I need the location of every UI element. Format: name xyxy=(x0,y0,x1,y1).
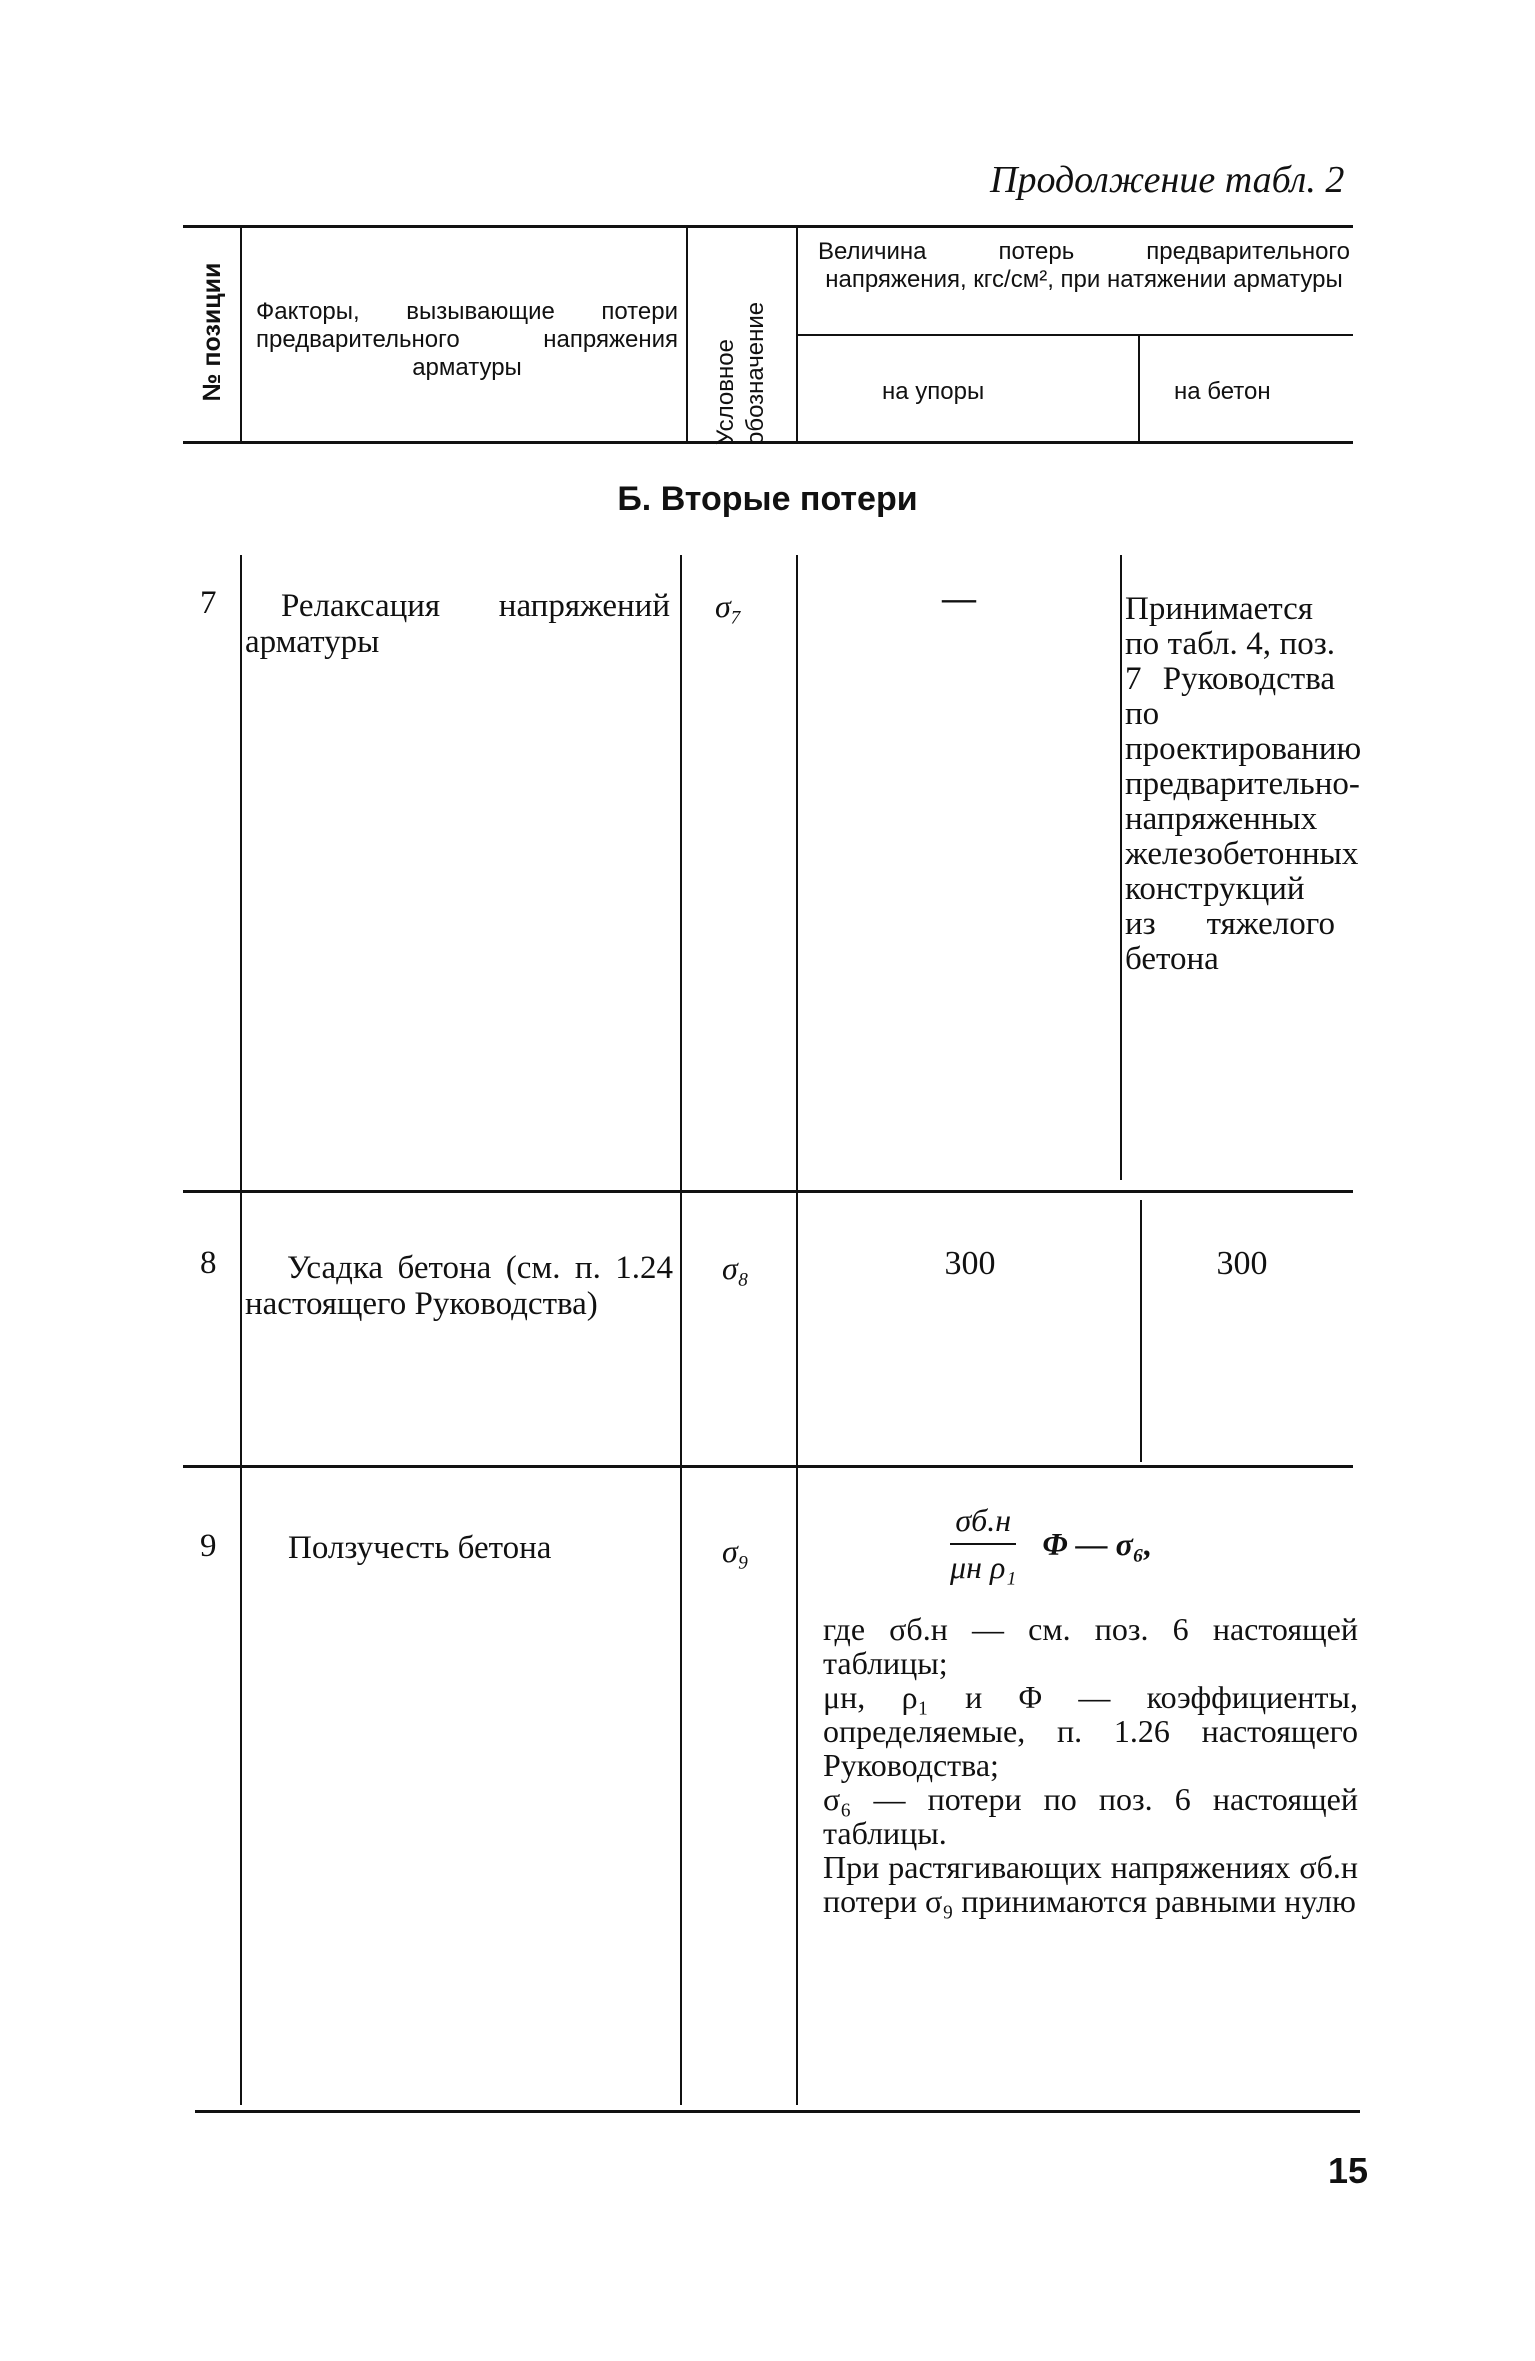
table-top-rule xyxy=(183,225,1353,228)
row-8-factor: Усадка бетона (см. п. 1.24 настоящего Руководства) xyxy=(245,1250,673,1322)
note-4: При растягивающих напряжениях σб.н потери σ₉ принимаются равными нулю xyxy=(823,1849,1358,1919)
header-divider-4 xyxy=(1138,336,1140,441)
page-number: 15 xyxy=(1328,2150,1369,2191)
row-8-number: 8 xyxy=(200,1245,217,1281)
col-factors-header: Факторы, вызывающие потери предварительного напряжения арматуры xyxy=(256,298,678,381)
table-bottom-rule xyxy=(195,2110,1360,2113)
row-7-on-concrete: Принимается по табл. 4, поз. 7 Руководства по проектированию предварительно-напряженных железобетонных конструкций из тяжелого бетона xyxy=(1125,591,1362,977)
continuation-title: Продолжение табл. 2 xyxy=(990,159,1345,201)
col-magnitude-header: Величина потерь предварительного напряжения, кгс/см², при натяжении арматуры xyxy=(818,238,1350,293)
formula-tail: Φ — σ₆, xyxy=(1042,1525,1153,1562)
section-title: Б. Вторые потери xyxy=(617,480,918,518)
col-on-stops-header: на упоры xyxy=(882,378,985,405)
note-1: где σб.н — см. поз. 6 настоящей таблицы; xyxy=(823,1611,1358,1681)
header-divider-1 xyxy=(240,227,242,441)
body-divider-4b xyxy=(1140,1200,1142,1462)
col-position-header: № позиции xyxy=(198,262,226,402)
magnitude-subrule xyxy=(798,334,1353,336)
formula-fraction xyxy=(950,1502,1016,1586)
formula-numerator: σб.н xyxy=(950,1502,1016,1545)
body-divider-4 xyxy=(1120,555,1122,1180)
formula-denominator: μн ρ₁ xyxy=(950,1549,1017,1585)
row-7-number: 7 xyxy=(200,585,217,621)
body-divider-3 xyxy=(796,555,798,2105)
col-symbol-header: Условное обозначение xyxy=(712,301,769,445)
row-8-on-concrete: 300 xyxy=(1216,1245,1268,1282)
col-on-concrete-header: на бетон xyxy=(1174,378,1271,405)
header-divider-2 xyxy=(686,227,688,441)
row-7-on-stops: — xyxy=(942,580,976,617)
body-divider-1 xyxy=(240,555,242,2105)
row-7-symbol: σ₇ xyxy=(715,588,742,624)
row-9-number: 9 xyxy=(200,1528,217,1564)
row-7-factor: Релаксация напряжений арматуры xyxy=(245,588,670,660)
body-divider-2 xyxy=(680,555,682,2105)
row-rule-7-8 xyxy=(183,1190,1353,1193)
row-8-on-stops: 300 xyxy=(944,1245,996,1282)
row-rule-8-9 xyxy=(183,1465,1353,1468)
row-9-symbol: σ₉ xyxy=(722,1533,749,1569)
row-9-formula xyxy=(950,1502,1152,1586)
row-8-symbol: σ₈ xyxy=(722,1250,749,1286)
row-9-factor: Ползучесть бетона xyxy=(288,1530,552,1566)
note-3: σ₆ — потери по поз. 6 настоящей таблицы. xyxy=(823,1781,1358,1851)
note-2: μн, ρ₁ и Φ — коэффициенты, определяемые, п. 1.26 настоящего Руководства; xyxy=(823,1679,1358,1783)
row-9-notes xyxy=(823,1612,1358,1918)
